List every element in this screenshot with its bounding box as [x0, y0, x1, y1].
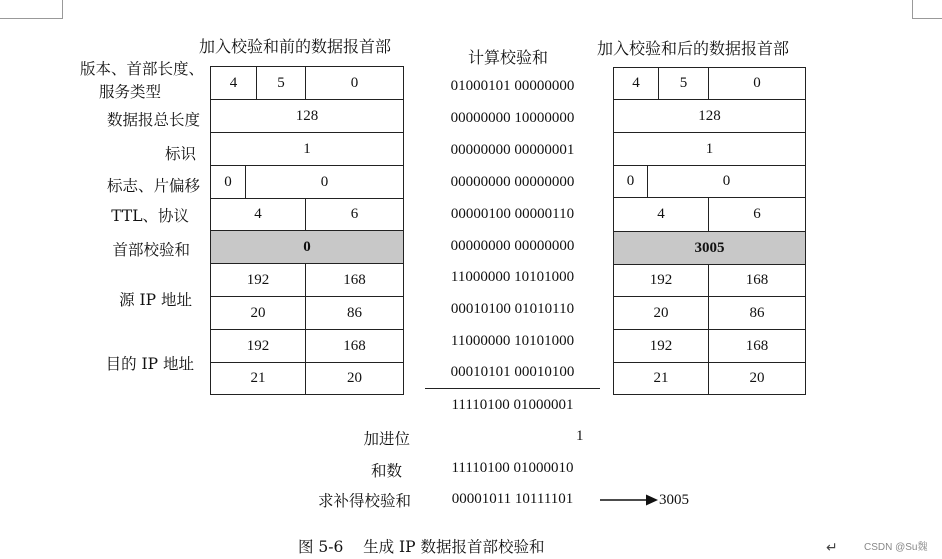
right-dst-ip-octet3: 21	[613, 362, 709, 395]
row-label-identification: 标识	[164, 145, 196, 163]
right-dst-ip-octet1: 192	[613, 329, 709, 363]
binary-word-7: 11000000 10101000	[450, 269, 575, 285]
binary-word-9: 11000000 10101000	[450, 333, 575, 349]
left-dst-ip-octet4: 20	[305, 362, 404, 395]
row-label-dest-ip: 目的 IP 地址	[105, 355, 194, 373]
binary-sum: 11110100 01000001	[451, 397, 574, 413]
binary-word-8: 00010100 01010110	[450, 301, 575, 317]
left-offset-cell: 0	[245, 165, 404, 199]
total-label: 和数	[370, 462, 402, 480]
left-identification-cell: 1	[210, 132, 404, 166]
right-checksum-cell: 3005	[613, 231, 806, 265]
binary-total: 11110100 01000010	[451, 460, 574, 476]
row-label-version-line1: 版本、首部长度、	[79, 60, 204, 78]
carry-label: 加进位	[363, 430, 410, 448]
left-dst-ip-octet1: 192	[210, 329, 306, 363]
right-flags-cell: 0	[613, 165, 648, 198]
right-src-ip-octet1: 192	[613, 264, 709, 297]
left-src-ip-octet2: 168	[305, 263, 404, 297]
right-protocol-cell: 6	[708, 197, 806, 232]
right-version-cell: 4	[613, 67, 659, 100]
right-src-ip-octet3: 20	[613, 296, 709, 330]
left-checksum-cell: 0	[210, 230, 404, 264]
right-ttl-cell: 4	[613, 197, 709, 232]
row-label-version-line2: 服务类型	[99, 83, 162, 101]
right-dst-ip-octet4: 20	[708, 362, 806, 395]
carry-value: 1	[576, 428, 584, 444]
right-tos-cell: 0	[708, 67, 806, 100]
right-src-ip-octet2: 168	[708, 264, 806, 297]
binary-word-10: 00010101 00010100	[450, 364, 575, 380]
left-protocol-cell: 6	[305, 198, 404, 231]
right-header-title: 加入校验和后的数据报首部	[597, 39, 790, 58]
checksum-result: 3005	[659, 492, 689, 508]
binary-word-6: 00000000 00000000	[450, 238, 575, 254]
left-version-cell: 4	[210, 66, 257, 100]
row-label-source-ip: 源 IP 地址	[119, 291, 192, 309]
left-src-ip-octet1: 192	[210, 263, 306, 297]
right-ihl-cell: 5	[658, 67, 709, 100]
right-total-length-cell: 128	[613, 99, 806, 133]
right-offset-cell: 0	[647, 165, 806, 198]
return-mark-icon: ↵	[826, 540, 838, 556]
page-corner-mark-left	[0, 0, 63, 19]
left-total-length-cell: 128	[210, 99, 404, 133]
row-label-flags-offset: 标志、片偏移	[106, 177, 200, 195]
left-header-title: 加入校验和前的数据报首部	[199, 37, 392, 56]
binary-complement: 00001011 10111101	[451, 491, 574, 507]
figure-caption: 图 5-6 生成 IP 数据报首部校验和	[298, 538, 545, 556]
row-label-total-length: 数据报总长度	[106, 111, 200, 129]
left-tos-cell: 0	[305, 66, 404, 100]
binary-word-1: 01000101 00000000	[450, 78, 575, 94]
sum-divider-line	[425, 388, 600, 389]
left-flags-cell: 0	[210, 165, 246, 199]
complement-label: 求补得校验和	[317, 492, 411, 510]
right-src-ip-octet4: 86	[708, 296, 806, 330]
left-src-ip-octet3: 20	[210, 296, 306, 330]
page-corner-mark-right	[912, 0, 942, 19]
right-identification-cell: 1	[613, 132, 806, 166]
binary-word-3: 00000000 00000001	[450, 142, 575, 158]
left-ihl-cell: 5	[256, 66, 306, 100]
binary-word-5: 00000100 00000110	[450, 206, 575, 222]
left-dst-ip-octet2: 168	[305, 329, 404, 363]
row-label-ttl-protocol: TTL、协议	[111, 207, 189, 225]
left-ttl-cell: 4	[210, 198, 306, 231]
left-dst-ip-octet3: 21	[210, 362, 306, 395]
checksum-calc-title: 计算校验和	[468, 48, 549, 67]
binary-word-4: 00000000 00000000	[450, 174, 575, 190]
binary-word-2: 00000000 10000000	[450, 110, 575, 126]
left-src-ip-octet4: 86	[305, 296, 404, 330]
watermark: CSDN @Su魏	[864, 542, 928, 553]
row-label-checksum: 首部校验和	[112, 241, 190, 259]
right-dst-ip-octet2: 168	[708, 329, 806, 363]
right-arrow-icon	[600, 493, 658, 507]
